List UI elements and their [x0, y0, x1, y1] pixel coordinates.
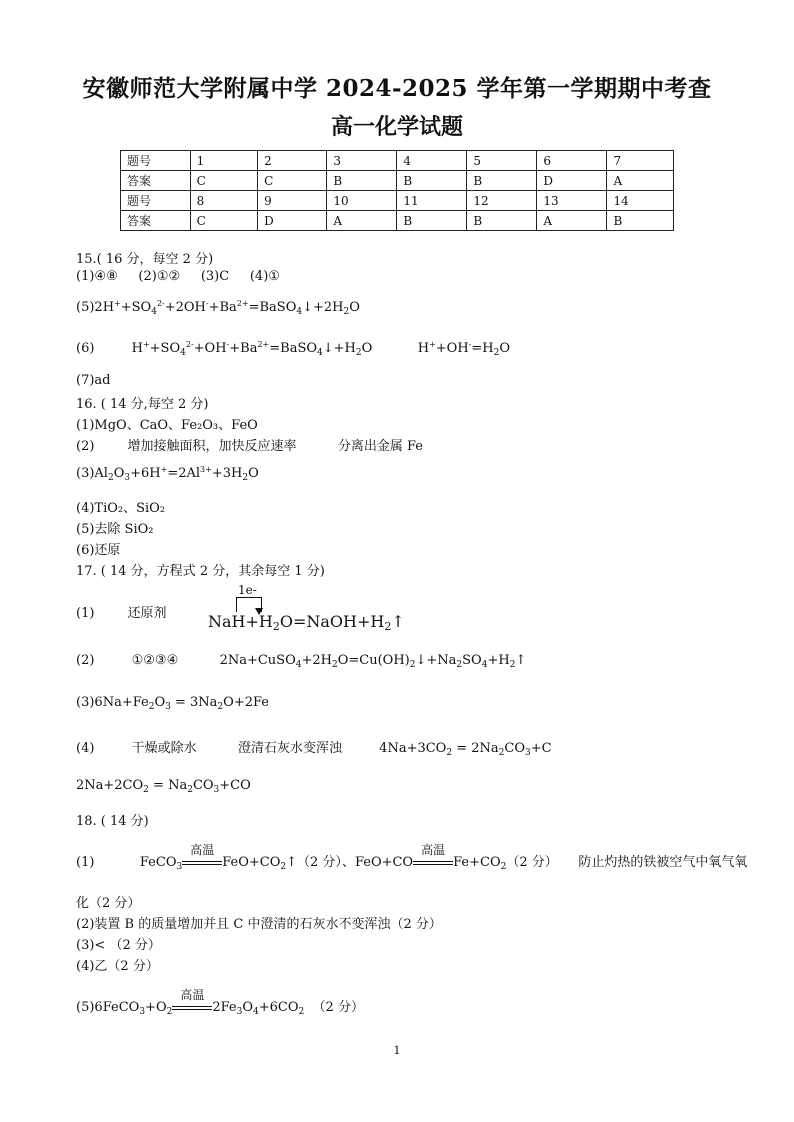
- q15-p6-equation: (6) $H^++SO_4^{2-}+OH^-+Ba^{2+}=BaSO_4↓+H_2O$ $H^++OH^-=H_2O$: [76, 340, 510, 358]
- table-cell: 12: [467, 191, 537, 211]
- q18-p1-cont: 化（2 分）: [76, 896, 141, 911]
- q16-p6: (6)还原: [76, 543, 121, 558]
- q16-p5: (5)去除 SiO₂: [76, 522, 154, 537]
- q15-p5-equation: $(5)2H^++SO_4^{2-}+2OH^-+Ba^{2+}=BaSO_4↓+2H_2O$: [76, 299, 360, 317]
- table-cell: D: [537, 171, 607, 191]
- table-cell: 13: [537, 191, 607, 211]
- q16-p1: (1)MgO、CaO、Fe₂O₃、FeO: [76, 418, 258, 433]
- q18-p3: (3)< （2 分）: [76, 938, 161, 953]
- table-cell: 7: [607, 151, 674, 171]
- q17-heading: 17. ( 14 分，方程式 2 分，其余每空 1 分): [76, 564, 325, 579]
- q18-p1: (1) FeCO$_3$ 高温 $FeO+CO_2↑(2$ 分）、FeO+CO 高温 $Fe+CO_2(2$ 分） 防止灼热的铁被空气中氧气氧: [76, 843, 748, 872]
- q16-p2: (2) 增加接触面积，加快反应速率 分离出金属 Fe: [76, 439, 423, 454]
- table-cell: B: [327, 171, 397, 191]
- table-cell: B: [467, 171, 537, 191]
- table-cell: D: [258, 211, 327, 231]
- table-row-header: 答案: [121, 171, 191, 191]
- table-cell: 6: [537, 151, 607, 171]
- table-cell: 9: [258, 191, 327, 211]
- table-cell: 14: [607, 191, 674, 211]
- table-row: [121, 191, 674, 211]
- q17-p4-equation-2: $2Na+2CO_2 = Na_2CO_3+CO$: [76, 778, 251, 795]
- q17-p3-equation: $(3)6Na+Fe_2O_3 = 3Na_2O+2Fe$: [76, 695, 269, 712]
- q18-p2: (2)装置 B 的质量增加并且 C 中澄清的石灰水不变浑浊（2 分）: [76, 917, 442, 932]
- table-cell: 8: [190, 191, 257, 211]
- q17-p2: (2) ①②③④ $2Na+CuSO_4+2H_2O=Cu(OH)_2↓+Na_2SO_4+H_2↑$: [76, 653, 527, 670]
- table-row-header: 题号: [121, 151, 191, 171]
- table-row: [121, 211, 674, 231]
- q15-p4: (4)①: [249, 269, 280, 284]
- table-cell: A: [607, 171, 674, 191]
- table-cell: B: [397, 171, 467, 191]
- q18-p5-equation: $(5)6FeCO_3+O_2$ 高温 $2Fe_3O_4+6CO_2$ （2 分）: [76, 988, 364, 1017]
- page-title: 安徽师范大学附属中学 2024-2025 学年第一学期期中考查: [82, 75, 712, 102]
- answer-table: [120, 150, 674, 231]
- q16-p3-equation: $(3)Al_2O_3+6H^+=2Al^{3+}+3H_2O$: [76, 465, 259, 483]
- table-cell: C: [190, 171, 257, 191]
- q15-p1: (1)④⑧: [76, 269, 118, 284]
- table-cell: B: [607, 211, 674, 231]
- q18-heading: 18. ( 14 分): [76, 814, 149, 829]
- table-cell: 11: [397, 191, 467, 211]
- q15-p7: (7)ad: [76, 373, 111, 388]
- table-cell: 2: [258, 151, 327, 171]
- q18-p4: (4)乙（2 分）: [76, 959, 159, 974]
- table-row: [121, 171, 674, 191]
- page-number: 1: [393, 1044, 401, 1057]
- table-cell: B: [467, 211, 537, 231]
- q15-p3: (3)C: [200, 269, 230, 284]
- table-row-header: 题号: [121, 191, 191, 211]
- table-cell: A: [537, 211, 607, 231]
- table-cell: B: [397, 211, 467, 231]
- q17-p1: (1) 还原剂: [76, 606, 167, 621]
- table-cell: A: [327, 211, 397, 231]
- page-subtitle: 高一化学试题: [330, 114, 463, 140]
- table-cell: 10: [327, 191, 397, 211]
- q15-answers-1-4: [76, 269, 280, 284]
- table-cell: 4: [397, 151, 467, 171]
- q17-p4: (4) 干燥或除水 澄清石灰水变浑浊 $4Na+3CO_2 = 2Na_2CO_3+C$: [76, 741, 552, 758]
- q17-p1-equation: $NaH+H_2O=NaOH+H_2↑$: [208, 612, 405, 633]
- q15-p2: (2)①②: [138, 269, 181, 284]
- table-row: [121, 151, 674, 171]
- table-cell: 1: [190, 151, 257, 171]
- table-cell: C: [258, 171, 327, 191]
- q16-p4: (4)TiO₂、SiO₂: [76, 501, 166, 516]
- table-cell: 5: [467, 151, 537, 171]
- q15-heading: 15.( 16 分，每空 2 分): [76, 252, 214, 267]
- table-cell: C: [190, 211, 257, 231]
- electron-transfer-label: 1e-: [238, 583, 257, 597]
- table-row-header: 答案: [121, 211, 191, 231]
- q16-heading: 16. ( 14 分,每空 2 分): [76, 397, 209, 412]
- table-cell: 3: [327, 151, 397, 171]
